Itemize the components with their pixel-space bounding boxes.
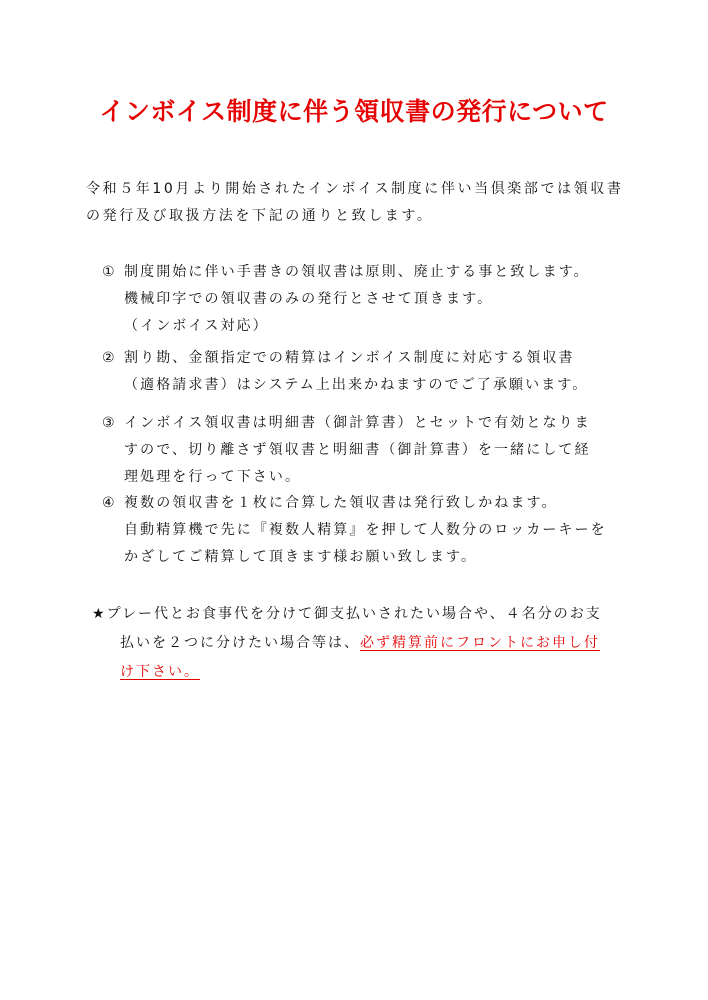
intro-paragraph	[86, 176, 646, 230]
list-item-1	[102, 259, 642, 340]
list-item-2	[102, 345, 642, 399]
list-item-4	[102, 490, 642, 571]
item-number: ①	[102, 264, 117, 280]
page-title: インボイス制度に伴う領収書の発行について	[99, 97, 609, 126]
note-line-2-red: 必ず精算前にフロントにお申し付	[360, 635, 600, 651]
item-number: ④	[102, 495, 117, 511]
item-1-line-2: 機械印字での領収書のみの発行とさせて頂きます。	[124, 291, 494, 307]
item-2-line-1: 割り勘、金額指定での精算はインボイス制度に対応する領収書	[124, 350, 575, 366]
note-line-1: プレー代とお食事代を分けて御支払いされたい場合や、４名分のお支	[106, 606, 602, 622]
item-1-line-1: 制度開始に伴い手書きの領収書は原則、廃止する事と致します。	[124, 264, 590, 280]
item-2-line-2: （適格請求書）はシステム上出来かねますのでご了承願います。	[124, 377, 589, 393]
item-number: ③	[102, 415, 117, 431]
star-icon: ★	[92, 606, 107, 622]
note-line-2-plain: 払いを２つに分けたい場合等は、	[120, 635, 360, 651]
intro-line-2: の発行及び取扱方法を下記の通りと致します。	[86, 208, 434, 224]
item-1-line-3: （インボイス対応）	[124, 318, 269, 334]
item-number: ②	[102, 350, 117, 366]
intro-line-1: 令和５年10月より開始されたインボイス制度に伴い当倶楽部では領収書	[86, 181, 624, 197]
star-note	[92, 600, 652, 687]
list-item-3	[102, 410, 642, 491]
note-line-3-red: け下さい。	[120, 664, 200, 680]
item-4-line-3: かざしてご精算して頂きます様お願い致します。	[124, 549, 478, 565]
item-3-line-1: インボイス領収書は明細書（御計算書）とセットで有効となりま	[124, 415, 591, 431]
item-4-line-2: 自動精算機で先に『複数人精算』を押して人数分のロッカーキーを	[124, 522, 607, 538]
item-4-line-1: 複数の領収書を１枚に合算した領収書は発行致しかねます。	[124, 495, 558, 511]
item-3-line-3: 理処理を行って下さい。	[124, 469, 302, 485]
item-3-line-2: すので、切り離さず領収書と明細書（御計算書）を一緒にして経	[124, 442, 591, 458]
